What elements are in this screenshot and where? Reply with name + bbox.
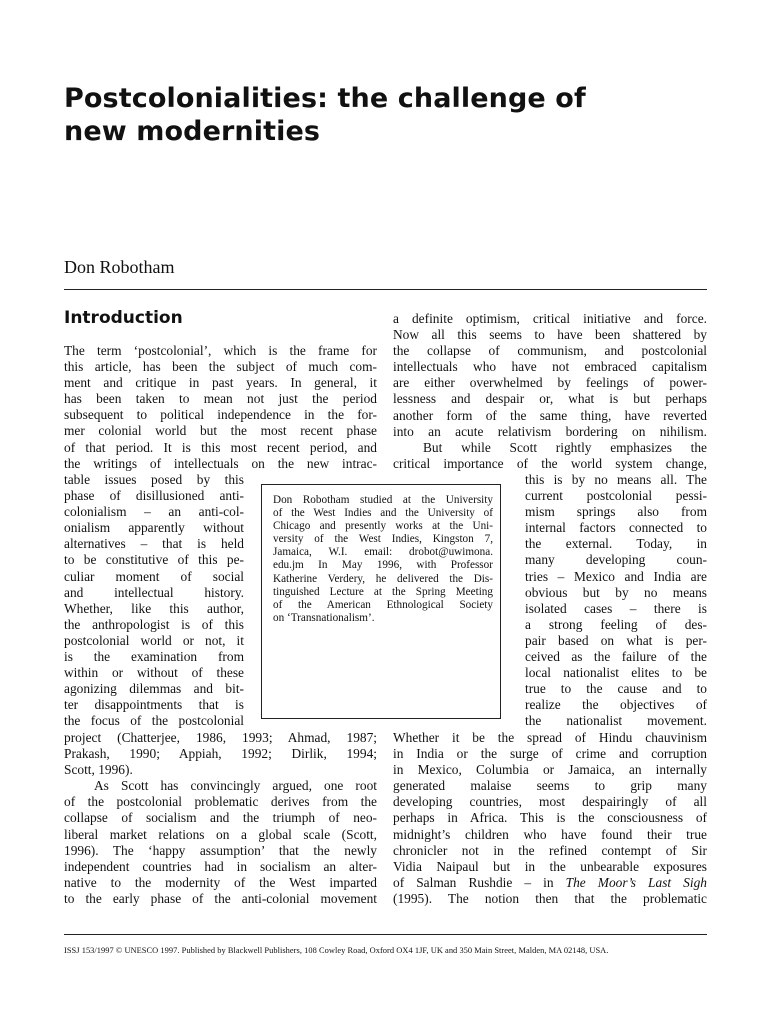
text-line: another form of the same thing, have reverted xyxy=(393,407,707,423)
text-line: of that period. It is this most recent period, and xyxy=(64,439,377,455)
bio-line: Chicago and presently works at the Uni- xyxy=(273,520,493,533)
text-line: this is by no means all. The xyxy=(525,472,707,487)
section-heading: Introduction xyxy=(64,308,183,328)
book-title: The Moor’s Last Sigh xyxy=(565,874,707,890)
text-line: isolated cases – there is xyxy=(525,600,707,616)
author-name: Don Robotham xyxy=(64,257,175,277)
bio-line: of the West Indies and the University of xyxy=(273,507,493,520)
text-line: project (Chatterjee, 1986, 1993; Ahmad, 1987; xyxy=(64,730,377,745)
right-column-bottom xyxy=(393,730,707,907)
text-line: alternatives – that is held xyxy=(64,536,244,552)
bio-line: tinguished Lecture at the Spring Meeting xyxy=(273,585,493,598)
text-line: into an acute relativism bordering on nihilism. xyxy=(393,423,707,439)
text-line: a definite optimism, critical initiative and force. xyxy=(393,311,707,326)
right-column-narrow xyxy=(525,472,707,730)
text-line: (1995). The notion then that the problematic xyxy=(393,890,707,906)
bio-line: versity of the West Indies, Kingston 7, xyxy=(273,533,493,546)
text-line: the collapse of communism, and postcolonial xyxy=(393,343,707,359)
text-line: lessness and despair or, what is but perhaps xyxy=(393,391,707,407)
text-line: true to the cause and to xyxy=(525,681,707,697)
text-line: and intellectual history. xyxy=(64,584,244,600)
text-line: realize the objectives of xyxy=(525,697,707,713)
text-line: has been taken to mean not just the period xyxy=(64,391,377,407)
left-column-top xyxy=(64,343,377,472)
text-line: of the postcolonial problematic derives from the xyxy=(64,794,377,810)
footer-citation: ISSJ 153/1997 © UNESCO 1997. Published by Blackwell Publishers, 108 Cowley Road, Oxford OX4 1JF, UK and 350 Main Street, Malden, MA 02148, USA. xyxy=(64,946,609,955)
text-line: in India or the surge of crime and corruption xyxy=(393,746,707,762)
title-line-1: Postcolonialities: the challenge of xyxy=(64,83,586,114)
text-line: critical importance of the world system change, xyxy=(393,455,707,471)
text-line: Vidia Naipaul but in the unbearable exposures xyxy=(393,858,707,874)
right-column-top xyxy=(393,311,707,472)
text-line: mer colonial world but the most recent phase xyxy=(64,423,377,439)
text-line: mism springs also from xyxy=(525,504,707,520)
text-line: phase of disillusioned anti- xyxy=(64,488,244,504)
text-line: Prakash, 1990; Appiah, 1992; Dirlik, 1994; xyxy=(64,746,377,762)
text-line: the external. Today, in xyxy=(525,536,707,552)
text-line: to be constitutive of this pe- xyxy=(64,552,244,568)
text-line: are either overwhelmed by feelings of power- xyxy=(393,375,707,391)
text-line: Now all this seems to have been shattered by xyxy=(393,327,707,343)
text-line: Whether it be the spread of Hindu chauvinism xyxy=(393,730,707,745)
text-line: native to the modernity of the West imparted xyxy=(64,874,377,890)
text-line: tries – Mexico and India are xyxy=(525,568,707,584)
header-rule xyxy=(64,289,707,290)
text-line: the writings of intellectuals on the new intrac- xyxy=(64,455,377,471)
text-line: agonizing dilemmas and bit- xyxy=(64,681,244,697)
text-line: is the examination from xyxy=(64,649,244,665)
bio-line: on ‘Transnationalism’. xyxy=(273,611,375,624)
text-line xyxy=(393,875,707,891)
title-line-2: new modernities xyxy=(64,116,321,147)
text-line: Whether, like this author, xyxy=(64,600,244,616)
left-column-narrow xyxy=(64,472,244,730)
bio-line: Jamaica, W.I. email: drobot@uwimona. xyxy=(273,546,493,559)
text-line: perhaps in Africa. This is the consciousness of xyxy=(393,810,707,826)
author-bio-text xyxy=(273,494,493,625)
text-line: table issues posed by this xyxy=(64,472,244,487)
text-line: ter disappointments that is xyxy=(64,697,244,713)
bio-line: edu.jm In May 1996, with Professor xyxy=(273,559,493,572)
bio-line: Don Robotham studied at the University xyxy=(273,494,493,506)
article-title xyxy=(64,82,704,148)
text-line: generated malaise seems to grip many xyxy=(393,778,707,794)
text-line: 1996). The ‘happy assumption’ that the newly xyxy=(64,842,377,858)
text-line: independent countries had in socialism an alter- xyxy=(64,858,377,874)
bio-line: Katherine Verdery, he delivered the Dis- xyxy=(273,572,493,585)
text-line: a strong feeling of des- xyxy=(525,616,707,632)
text-line: Scott, 1996). xyxy=(64,762,133,778)
bio-line: of the American Ethnological Society xyxy=(273,598,493,611)
text-line: colonialism – an anti-col- xyxy=(64,504,244,520)
text-line: this article, has been the subject of much com- xyxy=(64,359,377,375)
text-line: local nationalist elites to be xyxy=(525,665,707,681)
text-line: culiar moment of social xyxy=(64,568,244,584)
text-line: As Scott has convincingly argued, one root xyxy=(94,778,377,794)
text-run: of Salman Rushdie – in xyxy=(393,874,566,890)
text-line: many developing coun- xyxy=(525,552,707,568)
text-line: current postcolonial pessi- xyxy=(525,488,707,504)
text-line: to the early phase of the anti-colonial movement xyxy=(64,890,377,906)
text-line: the nationalist movement. xyxy=(525,713,707,729)
text-line: developing countries, most despairingly of all xyxy=(393,794,707,810)
text-line: subsequent to political independence in the for- xyxy=(64,407,377,423)
text-line: collapse of socialism and the triumph of neo- xyxy=(64,810,377,826)
footer-rule xyxy=(64,934,707,935)
text-line: obvious but by no means xyxy=(525,584,707,600)
text-line: in Mexico, Columbia or Jamaica, an internally xyxy=(393,762,707,778)
text-line: onialism apparently without xyxy=(64,520,244,536)
text-line: intellectuals who have not embraced capitalism xyxy=(393,359,707,375)
text-line: chronicler not in the refined contempt of Sir xyxy=(393,842,707,858)
text-line: postcolonial world or not, it xyxy=(64,632,244,648)
text-line: within or without of these xyxy=(64,665,244,681)
left-column-bottom xyxy=(64,730,377,907)
text-line: pair based on what is per- xyxy=(525,632,707,648)
text-line: the anthropologist is of this xyxy=(64,616,244,632)
text-line: midnight’s children who have found their true xyxy=(393,826,707,842)
text-line: liberal market relations on a global scale (Scott, xyxy=(64,826,377,842)
text-line: internal factors connected to xyxy=(525,520,707,536)
text-line: The term ‘postcolonial’, which is the frame for xyxy=(64,343,377,358)
text-line: ment and critique in past years. In general, it xyxy=(64,375,377,391)
text-line: the focus of the postcolonial xyxy=(64,713,244,729)
text-line: But while Scott rightly emphasizes the xyxy=(423,439,707,455)
text-line: ceived as the failure of the xyxy=(525,649,707,665)
